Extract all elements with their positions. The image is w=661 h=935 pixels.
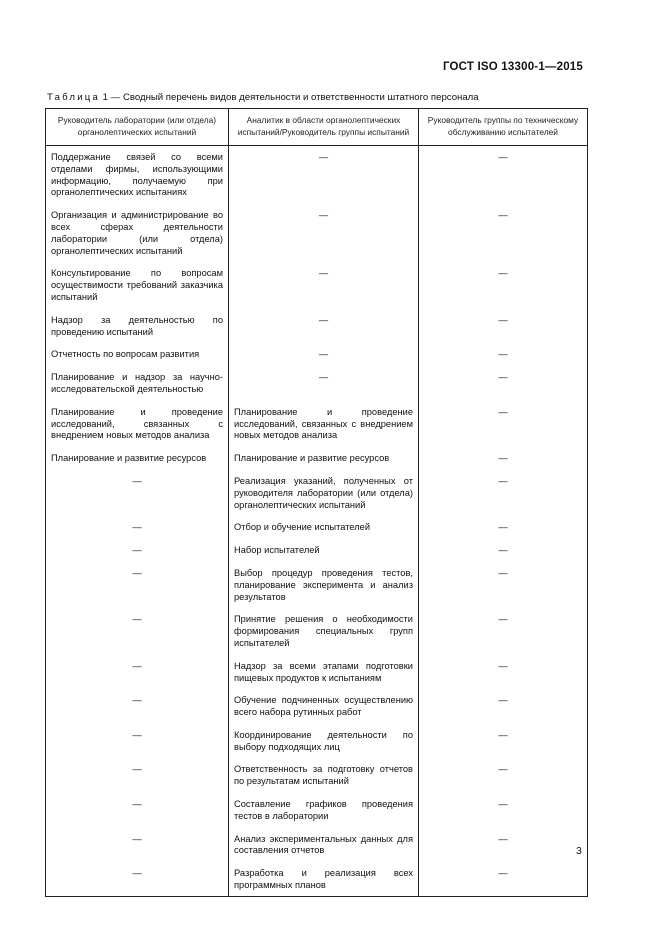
table-row [46,146,588,208]
table-cell: — [419,761,588,796]
table-cell: — [46,865,229,896]
table-cell: — [229,346,419,369]
column-header-group-lead: Руководитель группы по техническому обслуживанию испытателей [419,109,588,146]
table-row [46,519,588,542]
table-cell: — [419,611,588,657]
table-cell: — [419,865,588,896]
column-header-analyst: Аналитик в области органолептических испытаний/Руководитель группы испытаний [229,109,419,146]
table-row [46,611,588,657]
table-cell: — [419,692,588,727]
table-cell: Анализ экспериментальных данных для составления отчетов [229,831,419,866]
table-row [46,658,588,693]
column-header-lab-head: Руководитель лаборатории (или отдела) органолептических испытаний [46,109,229,146]
caption-prefix: Таблица [47,92,101,103]
table-cell: — [229,265,419,311]
table-row [46,346,588,369]
table-cell: — [46,542,229,565]
table-body [46,146,588,897]
table-cell: — [419,473,588,519]
table-cell: — [419,450,588,473]
table-row [46,692,588,727]
table-row [46,312,588,347]
table-cell: Поддержание связей со всеми отделами фирмы, использующими информацию, получаемую при органолептических испытаниях [46,146,229,208]
table-cell: — [419,565,588,611]
table-cell: — [46,692,229,727]
table-cell: — [419,369,588,404]
table-cell: Обучение подчиненных осуществлению всего набора рутинных работ [229,692,419,727]
table-cell: — [419,727,588,762]
table-cell: Надзор за деятельностью по проведению испытаний [46,312,229,347]
table-cell: — [419,831,588,866]
table-cell: Отчетность по вопросам развития [46,346,229,369]
table-cell: — [46,831,229,866]
table-cell: — [419,542,588,565]
table-cell: Ответственность за подготовку отчетов по результатам испытаний [229,761,419,796]
table-cell: Выбор процедур проведения тестов, планирование эксперимента и анализ результатов [229,565,419,611]
table-cell: Планирование и проведение исследований, связанных с внедрением новых методов анализа [229,404,419,450]
table-row [46,542,588,565]
table-cell: Планирование и надзор за научно-исследовательской деятельностью [46,369,229,404]
table-cell: Консультирование по вопросам осуществимости требований заказчика испытаний [46,265,229,311]
table-cell: — [419,346,588,369]
table-cell: Координирование деятельности по выбору подходящих лиц [229,727,419,762]
table-cell: Реализация указаний, полученных от руководителя лаборатории (или отдела) органолептических испытаний [229,473,419,519]
table-row [46,831,588,866]
table-cell: — [46,473,229,519]
table-cell: — [419,796,588,831]
table-cell: — [419,404,588,450]
table-cell: — [46,727,229,762]
table-row [46,450,588,473]
caption-text: 1 — Сводный перечень видов деятельности и ответственности штатного персонала [100,92,479,103]
table-row [46,369,588,404]
table-cell: — [46,565,229,611]
table-caption [47,92,479,103]
table-cell: — [46,658,229,693]
table-row [46,404,588,450]
table-cell: — [46,519,229,542]
table-cell: Разработка и реализация всех программных планов [229,865,419,896]
table-cell: Организация и администрирование во всех сферах деятельности лаборатории (или отдела) органолептических испытаний [46,207,229,265]
table-cell: — [46,761,229,796]
table-row [46,796,588,831]
table-cell: — [419,658,588,693]
table-cell: — [419,146,588,208]
table-cell: — [229,207,419,265]
table-row [46,473,588,519]
table-cell: — [229,369,419,404]
table-cell: Принятие решения о необходимости формирования специальных групп испытателей [229,611,419,657]
table-cell: Планирование и развитие ресурсов [46,450,229,473]
table-row [46,207,588,265]
table-cell: — [419,207,588,265]
table-cell: Набор испытателей [229,542,419,565]
table-row [46,727,588,762]
table-cell: — [46,611,229,657]
document-code: ГОСТ ISO 13300-1—2015 [442,61,583,73]
table-cell: — [419,519,588,542]
table-cell: — [229,312,419,347]
page-number: 3 [576,845,582,857]
table-row [46,865,588,896]
responsibilities-table [45,108,588,897]
table-cell: — [229,146,419,208]
table-row [46,265,588,311]
table-row [46,761,588,796]
table-cell: Планирование и развитие ресурсов [229,450,419,473]
table-cell: — [419,312,588,347]
table-cell: Отбор и обучение испытателей [229,519,419,542]
table-cell: Составление графиков проведения тестов в лаборатории [229,796,419,831]
table-cell: Планирование и проведение исследований, связанных с внедрением новых методов анализа [46,404,229,450]
table-cell: Надзор за всеми этапами подготовки пищевых продуктов к испытаниям [229,658,419,693]
table-header-row [46,109,588,146]
table-row [46,565,588,611]
table-cell: — [46,796,229,831]
table-cell: — [419,265,588,311]
